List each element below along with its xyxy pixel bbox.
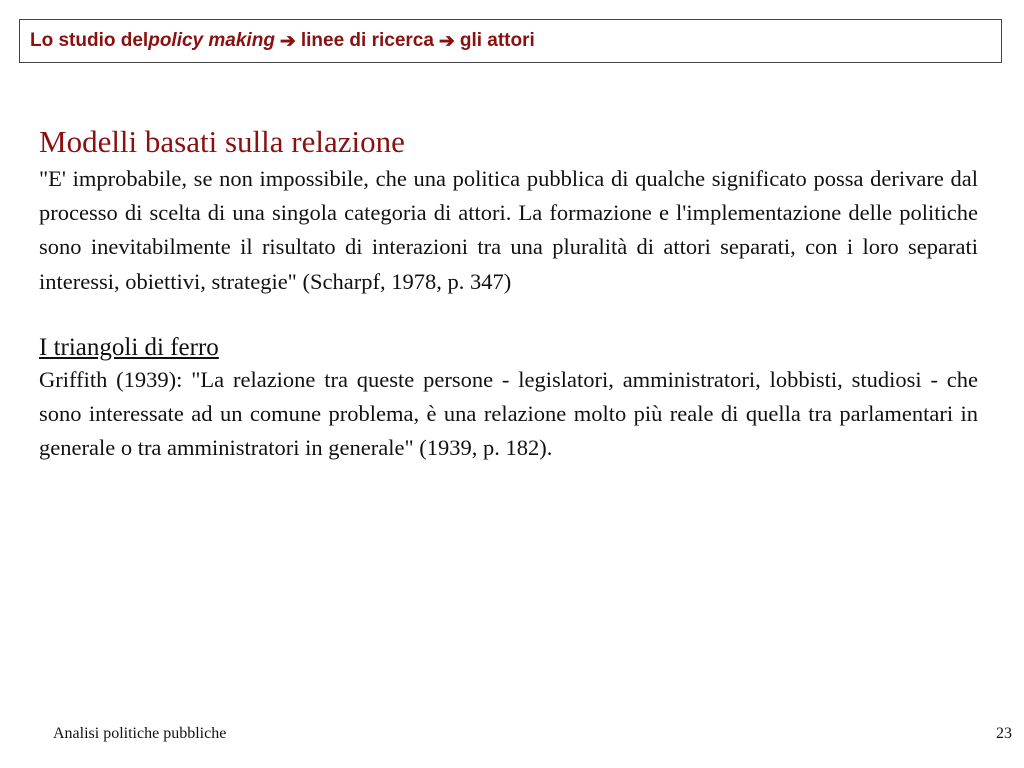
title-part1: Lo studio del bbox=[30, 30, 149, 51]
section-heading-models: Modelli basati sulla relazione bbox=[39, 124, 405, 159]
paragraph-triangles: Griffith (1939): "La relazione tra queste persone - legislatori, amministratori, lobbisti, studiosi - che sono interessate ad un comune problema, è una relazione molto più reale di quella tra parlamentari in generale o tra amministratori in generale" (1939, p. 182). bbox=[39, 366, 978, 461]
page-number: 23 bbox=[996, 725, 1012, 742]
spacer bbox=[39, 299, 978, 333]
arrow-right-icon: ➔ bbox=[279, 30, 296, 52]
slide-title bbox=[19, 19, 1002, 63]
title-italic: policy making bbox=[148, 30, 275, 51]
section-heading-triangles: I triangoli di ferro bbox=[39, 333, 219, 361]
slide-content bbox=[39, 122, 978, 465]
title-part2: linee di ricerca bbox=[300, 30, 434, 51]
title-part3: gli attori bbox=[459, 30, 535, 51]
footer-course: Analisi politiche pubbliche bbox=[53, 725, 227, 742]
paragraph-models: "E' improbabile, se non impossibile, che una politica pubblica di qualche significato possa derivare dal processo di scelta di una singola categoria di attori. La formazione e l'implementazione delle politiche sono inevitabilmente il risultato di interazioni tra una pluralità di attori separati, con i loro separati interessi, obiettivi, strategie" (Scharpf, 1978, p. 347) bbox=[39, 166, 978, 294]
arrow-right-icon: ➔ bbox=[438, 30, 455, 52]
